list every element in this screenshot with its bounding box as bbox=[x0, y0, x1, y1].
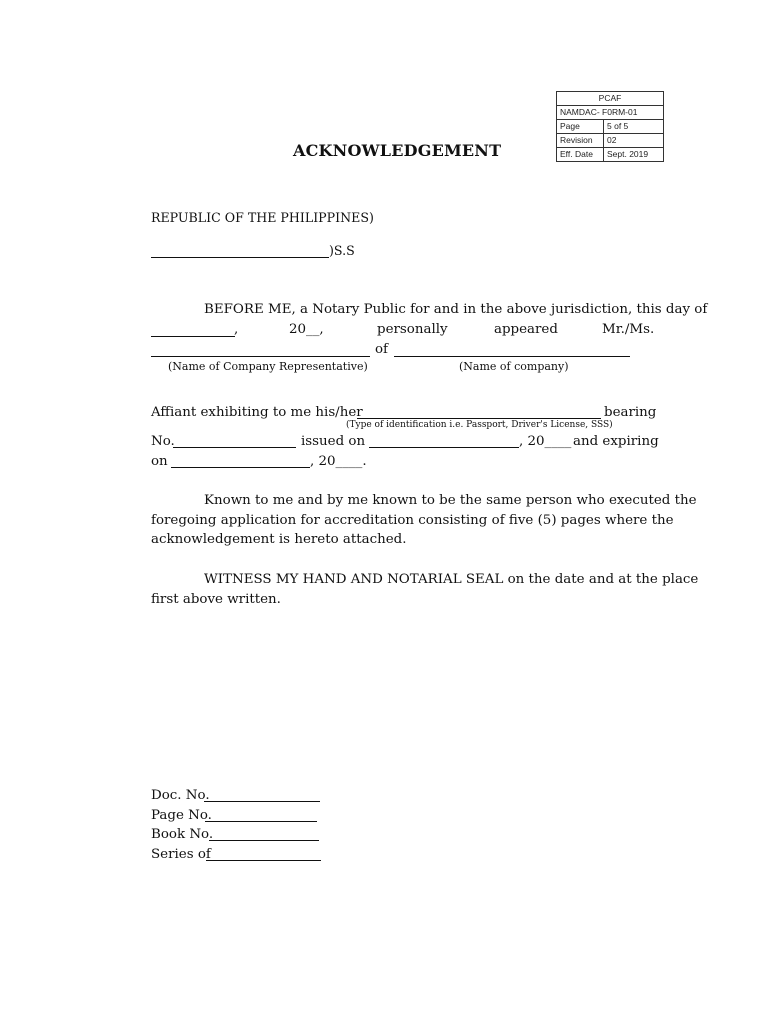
para1-comma: , bbox=[234, 322, 239, 337]
affiant-year2: , 20____. bbox=[310, 454, 367, 469]
venue-republic: REPUBLIC OF THE PHILIPPINES) bbox=[151, 210, 374, 225]
control-eff-label: Eff. Date bbox=[557, 148, 604, 162]
doc-no-line[interactable] bbox=[204, 801, 320, 802]
para2-line2: foregoing application for accreditation consisting of five (5) pages where the bbox=[151, 513, 674, 528]
venue-blank-line[interactable] bbox=[151, 257, 329, 258]
affiant-issued-on: issued on bbox=[301, 434, 366, 449]
para1-personally: personally bbox=[377, 322, 448, 337]
company-name-line[interactable] bbox=[394, 356, 630, 357]
para2-line1: Known to me and by me known to be the same person who executed the bbox=[204, 493, 697, 508]
expiry-date-line[interactable] bbox=[171, 467, 310, 468]
day-blank-line[interactable] bbox=[151, 336, 235, 337]
para1-appeared: appeared bbox=[494, 322, 558, 337]
id-type-line[interactable] bbox=[357, 418, 601, 419]
control-page-value: 5 of 5 bbox=[604, 120, 664, 134]
control-revision-value: 02 bbox=[604, 134, 664, 148]
doc-no-label: Doc. No. bbox=[151, 788, 210, 803]
control-page-label: Page bbox=[557, 120, 604, 134]
book-no-line[interactable] bbox=[209, 840, 319, 841]
id-type-caption: (Type of identification i.e. Passport, Driver's License, SSS) bbox=[346, 420, 613, 430]
series-of-label: Series of bbox=[151, 847, 211, 862]
series-of-line[interactable] bbox=[206, 860, 321, 861]
control-code: NAMDAC- F0RM-01 bbox=[557, 106, 664, 120]
para2-line3: acknowledgement is hereto attached. bbox=[151, 532, 407, 547]
id-number-line[interactable] bbox=[173, 447, 296, 448]
page-no-line[interactable] bbox=[205, 821, 317, 822]
control-header: PCAF bbox=[557, 92, 664, 106]
affiant-lead: Affiant exhibiting to me his/her bbox=[151, 405, 363, 420]
affiant-no: No. bbox=[151, 434, 175, 449]
issued-date-line[interactable] bbox=[369, 447, 519, 448]
para1-of: of bbox=[375, 342, 389, 357]
affiant-expiring: and expiring bbox=[573, 434, 659, 449]
para3-line2: first above written. bbox=[151, 592, 281, 607]
book-no-label: Book No. bbox=[151, 827, 214, 842]
control-revision-label: Revision bbox=[557, 134, 604, 148]
control-eff-value: Sept. 2019 bbox=[604, 148, 664, 162]
para1-line1: BEFORE ME, a Notary Public for and in the above jurisdiction, this day of bbox=[204, 302, 708, 317]
affiant-bearing: bearing bbox=[604, 405, 657, 420]
para1-year: 20__, bbox=[289, 322, 324, 337]
form-control-box bbox=[556, 91, 664, 162]
page-no-label: Page No. bbox=[151, 808, 212, 823]
affiant-year: , 20____ bbox=[519, 434, 572, 449]
page-title: ACKNOWLEDGEMENT bbox=[293, 141, 502, 160]
affiant-on: on bbox=[151, 454, 168, 469]
representative-caption: (Name of Company Representative) bbox=[168, 360, 368, 373]
representative-name-line[interactable] bbox=[151, 356, 370, 357]
para3-line1: WITNESS MY HAND AND NOTARIAL SEAL on the date and at the place bbox=[204, 572, 699, 587]
para1-mrms: Mr./Ms. bbox=[602, 322, 655, 337]
venue-ss: )S.S bbox=[329, 243, 355, 258]
company-caption: (Name of company) bbox=[459, 360, 569, 373]
